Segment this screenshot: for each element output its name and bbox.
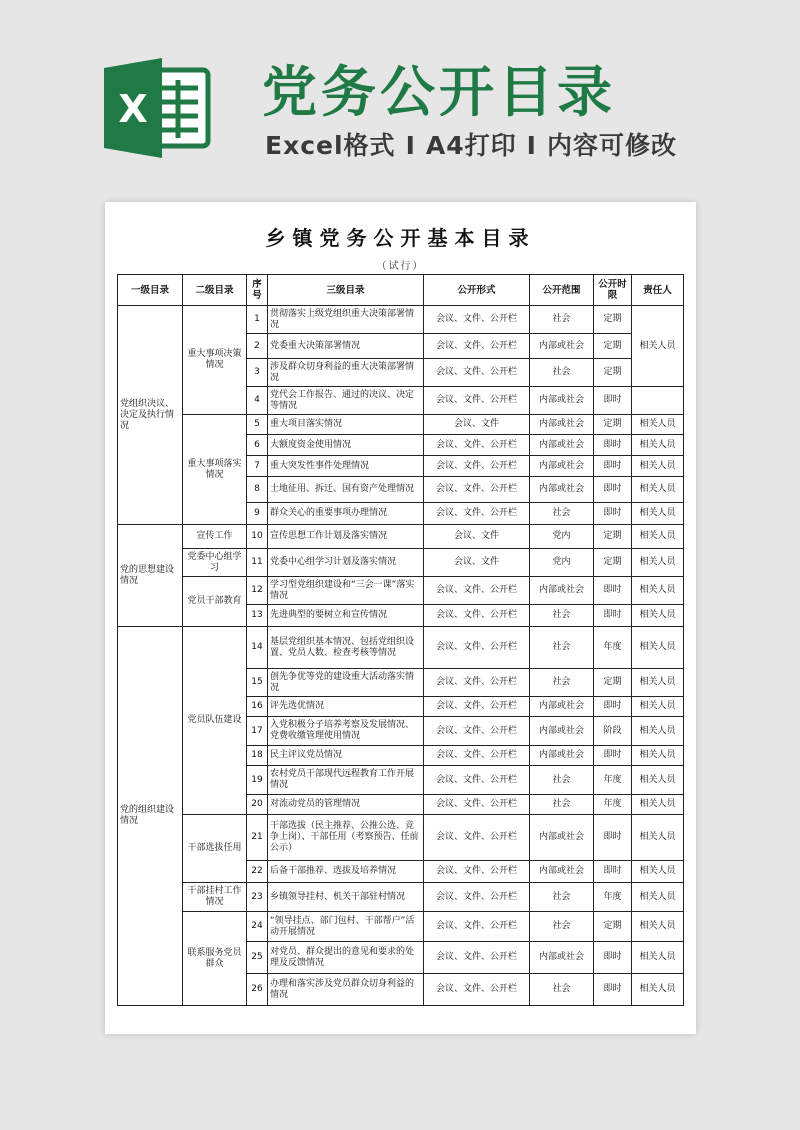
row-person: 相关人员 — [632, 669, 684, 697]
header-cell: 一级目录 — [118, 275, 183, 306]
level2-cell: 干部选拔任用 — [183, 815, 247, 883]
table-row — [118, 306, 684, 334]
banner-title: 党务公开目录 — [262, 60, 617, 124]
row-scope: 社会 — [530, 766, 594, 795]
row-item: 民主评议党员情况 — [268, 746, 424, 766]
row-item: 办理和落实涉及党员群众切身利益的情况 — [268, 974, 424, 1006]
row-person: 相关人员 — [632, 795, 684, 815]
excel-icon-letter: X — [118, 87, 148, 131]
row-time: 即时 — [594, 577, 632, 605]
row-scope: 党内 — [530, 525, 594, 549]
row-item: 群众关心的重要事项办理情况 — [268, 503, 424, 525]
banner — [0, 0, 800, 195]
table-row — [118, 549, 684, 577]
row-item: 重大项目落实情况 — [268, 415, 424, 435]
row-time: 即时 — [594, 477, 632, 503]
row-number: 25 — [247, 942, 268, 974]
row-item: 农村党员干部现代远程教育工作开展情况 — [268, 766, 424, 795]
row-form: 会议、文件、公开栏 — [424, 974, 530, 1006]
row-form: 会议、文件、公开栏 — [424, 795, 530, 815]
row-scope: 内部或社会 — [530, 415, 594, 435]
excel-icon — [100, 58, 212, 158]
row-scope: 内部或社会 — [530, 861, 594, 883]
row-scope: 内部或社会 — [530, 746, 594, 766]
row-number: 7 — [247, 456, 268, 477]
row-number: 10 — [247, 525, 268, 549]
row-person: 相关人员 — [632, 477, 684, 503]
row-form: 会议、文件、公开栏 — [424, 861, 530, 883]
row-form: 会议、文件、公开栏 — [424, 477, 530, 503]
row-time: 年度 — [594, 627, 632, 669]
header-cell: 二级目录 — [183, 275, 247, 306]
row-item: 对党员、群众提出的意见和要求的处理及反馈情况 — [268, 942, 424, 974]
row-item: 干部选拔（民主推荐、公推公选、竞争上岗）、干部任用（考察预告、任前公示） — [268, 815, 424, 861]
row-scope: 内部或社会 — [530, 717, 594, 746]
table-row — [118, 627, 684, 669]
row-person: 相关人员 — [632, 525, 684, 549]
header-cell: 公开时限 — [594, 275, 632, 306]
row-time: 即时 — [594, 605, 632, 627]
row-item: 重大突发性事件处理情况 — [268, 456, 424, 477]
row-form: 会议、文件 — [424, 549, 530, 577]
row-form: 会议、文件、公开栏 — [424, 387, 530, 415]
row-item: 党代会工作报告、通过的决议、决定等情况 — [268, 387, 424, 415]
row-person: 相关人员 — [632, 815, 684, 861]
row-time: 阶段 — [594, 717, 632, 746]
row-number: 5 — [247, 415, 268, 435]
header-cell: 三级目录 — [268, 275, 424, 306]
row-scope: 社会 — [530, 359, 594, 387]
row-scope: 内部或社会 — [530, 942, 594, 974]
row-scope: 社会 — [530, 669, 594, 697]
row-form: 会议、文件、公开栏 — [424, 334, 530, 359]
directory-table — [117, 274, 684, 1006]
document-title: 乡镇党务公开基本目录 — [265, 226, 536, 250]
row-number: 2 — [247, 334, 268, 359]
row-time: 定期 — [594, 359, 632, 387]
row-form: 会议、文件、公开栏 — [424, 435, 530, 456]
row-form: 会议、文件、公开栏 — [424, 746, 530, 766]
row-scope: 党内 — [530, 549, 594, 577]
row-item: 先进典型的要树立和宣传情况 — [268, 605, 424, 627]
header-cell: 公开范围 — [530, 275, 594, 306]
row-item: 贯彻落实上级党组织重大决策部署情况 — [268, 306, 424, 334]
row-number: 12 — [247, 577, 268, 605]
row-time: 即时 — [594, 861, 632, 883]
level2-cell: 宣传工作 — [183, 525, 247, 549]
row-time: 即时 — [594, 815, 632, 861]
row-time: 定期 — [594, 912, 632, 942]
row-time: 定期 — [594, 306, 632, 334]
row-number: 23 — [247, 883, 268, 912]
table-row — [118, 415, 684, 435]
row-person: 相关人员 — [632, 697, 684, 717]
row-person: 相关人员 — [632, 415, 684, 435]
row-scope: 社会 — [530, 503, 594, 525]
row-time: 定期 — [594, 334, 632, 359]
row-form: 会议、文件、公开栏 — [424, 359, 530, 387]
row-form: 会议、文件、公开栏 — [424, 883, 530, 912]
row-number: 11 — [247, 549, 268, 577]
row-number: 15 — [247, 669, 268, 697]
row-form: 会议、文件 — [424, 415, 530, 435]
row-time: 定期 — [594, 525, 632, 549]
row-time: 年度 — [594, 766, 632, 795]
row-time: 即时 — [594, 503, 632, 525]
header-cell: 序号 — [247, 275, 268, 306]
row-number: 14 — [247, 627, 268, 669]
row-time: 即时 — [594, 974, 632, 1006]
row-form: 会议、文件、公开栏 — [424, 503, 530, 525]
banner-subtitle — [265, 126, 677, 162]
row-scope: 社会 — [530, 912, 594, 942]
row-person: 相关人员 — [632, 746, 684, 766]
row-form: 会议、文件 — [424, 525, 530, 549]
row-form: 会议、文件、公开栏 — [424, 697, 530, 717]
subtitle-format: Excel格式 — [265, 131, 396, 160]
document-subtitle: （试行） — [376, 261, 425, 272]
row-item: 学习型党组织建设和“三会一课”落实情况 — [268, 577, 424, 605]
row-item: 土地征用、拆迁、国有资产处理情况 — [268, 477, 424, 503]
row-form: 会议、文件、公开栏 — [424, 912, 530, 942]
row-item: 大额度资金使用情况 — [268, 435, 424, 456]
row-number: 6 — [247, 435, 268, 456]
row-scope: 内部或社会 — [530, 334, 594, 359]
row-form: 会议、文件、公开栏 — [424, 577, 530, 605]
row-scope: 社会 — [530, 883, 594, 912]
row-item: 评先选优情况 — [268, 697, 424, 717]
row-scope: 内部或社会 — [530, 697, 594, 717]
header-cell: 责任人 — [632, 275, 684, 306]
row-scope: 内部或社会 — [530, 435, 594, 456]
row-person: 相关人员 — [632, 456, 684, 477]
row-form: 会议、文件、公开栏 — [424, 815, 530, 861]
row-item: 乡镇领导挂村、机关干部驻村情况 — [268, 883, 424, 912]
row-number: 4 — [247, 387, 268, 415]
row-form: 会议、文件、公开栏 — [424, 942, 530, 974]
row-time: 年度 — [594, 883, 632, 912]
level2-cell: 联系服务党员群众 — [183, 912, 247, 1006]
subtitle-separator: I — [526, 131, 537, 160]
row-time: 定期 — [594, 549, 632, 577]
row-item: 创先争优等党的建设重大活动落实情况 — [268, 669, 424, 697]
row-time: 定期 — [594, 415, 632, 435]
row-item: “领导挂点、部门包村、干部帮户”活动开展情况 — [268, 912, 424, 942]
header-cell: 公开形式 — [424, 275, 530, 306]
row-number: 24 — [247, 912, 268, 942]
row-number: 21 — [247, 815, 268, 861]
row-person: 相关人员 — [632, 912, 684, 942]
table-row — [118, 912, 684, 942]
row-person: 相关人员 — [632, 717, 684, 746]
row-scope: 内部或社会 — [530, 387, 594, 415]
row-number: 13 — [247, 605, 268, 627]
row-scope: 内部或社会 — [530, 477, 594, 503]
level2-cell: 重大事项落实情况 — [183, 415, 247, 525]
row-time: 即时 — [594, 942, 632, 974]
row-time: 即时 — [594, 697, 632, 717]
document-sheet — [105, 202, 696, 1034]
row-number: 26 — [247, 974, 268, 1006]
row-person — [632, 387, 684, 415]
subtitle-separator: I — [405, 131, 416, 160]
row-number: 3 — [247, 359, 268, 387]
row-item: 党委中心组学习计划及落实情况 — [268, 549, 424, 577]
row-scope: 内部或社会 — [530, 577, 594, 605]
subtitle-print: A4打印 — [425, 131, 517, 160]
table-row — [118, 883, 684, 912]
row-number: 1 — [247, 306, 268, 334]
row-number: 8 — [247, 477, 268, 503]
row-scope: 内部或社会 — [530, 456, 594, 477]
level2-cell: 重大事项决策情况 — [183, 306, 247, 415]
level2-cell: 党委中心组学习 — [183, 549, 247, 577]
table-row — [118, 525, 684, 549]
row-scope: 社会 — [530, 627, 594, 669]
row-number: 18 — [247, 746, 268, 766]
row-person: 相关人员 — [632, 435, 684, 456]
row-person: 相关人员 — [632, 306, 684, 387]
row-number: 19 — [247, 766, 268, 795]
row-time: 即时 — [594, 387, 632, 415]
row-item: 涉及群众切身利益的重大决策部署情况 — [268, 359, 424, 387]
row-form: 会议、文件、公开栏 — [424, 669, 530, 697]
row-person: 相关人员 — [632, 861, 684, 883]
row-time: 年度 — [594, 795, 632, 815]
row-form: 会议、文件、公开栏 — [424, 306, 530, 334]
row-number: 22 — [247, 861, 268, 883]
row-person: 相关人员 — [632, 883, 684, 912]
row-person: 相关人员 — [632, 605, 684, 627]
row-person: 相关人员 — [632, 549, 684, 577]
level2-cell: 党员队伍建设 — [183, 627, 247, 815]
row-item: 基层党组织基本情况、包括党组织设置、党员人数、检查考核等情况 — [268, 627, 424, 669]
row-time: 定期 — [594, 669, 632, 697]
row-number: 20 — [247, 795, 268, 815]
row-scope: 内部或社会 — [530, 815, 594, 861]
row-person: 相关人员 — [632, 766, 684, 795]
table-row — [118, 577, 684, 605]
row-item: 对流动党员的管理情况 — [268, 795, 424, 815]
row-form: 会议、文件、公开栏 — [424, 717, 530, 746]
level2-cell: 干部挂村工作情况 — [183, 883, 247, 912]
subtitle-editable: 内容可修改 — [546, 131, 677, 160]
row-item: 党委重大决策部署情况 — [268, 334, 424, 359]
row-person: 相关人员 — [632, 974, 684, 1006]
row-form: 会议、文件、公开栏 — [424, 605, 530, 627]
level2-cell: 党员干部教育 — [183, 577, 247, 627]
table-header-row — [118, 275, 684, 306]
row-person: 相关人员 — [632, 942, 684, 974]
row-time: 即时 — [594, 746, 632, 766]
row-form: 会议、文件、公开栏 — [424, 456, 530, 477]
row-person: 相关人员 — [632, 577, 684, 605]
row-person: 相关人员 — [632, 627, 684, 669]
row-number: 9 — [247, 503, 268, 525]
level1-cell: 党的思想建设情况 — [118, 525, 183, 627]
row-scope: 社会 — [530, 974, 594, 1006]
row-form: 会议、文件、公开栏 — [424, 627, 530, 669]
row-number: 16 — [247, 697, 268, 717]
row-scope: 社会 — [530, 795, 594, 815]
row-scope: 社会 — [530, 306, 594, 334]
row-form: 会议、文件、公开栏 — [424, 766, 530, 795]
level1-cell: 党的组织建设情况 — [118, 627, 183, 1006]
row-scope: 社会 — [530, 605, 594, 627]
row-item: 宣传思想工作计划及落实情况 — [268, 525, 424, 549]
row-item: 后备干部推荐、选拔及培养情况 — [268, 861, 424, 883]
row-time: 即时 — [594, 456, 632, 477]
row-person: 相关人员 — [632, 503, 684, 525]
row-time: 即时 — [594, 435, 632, 456]
row-number: 17 — [247, 717, 268, 746]
level1-cell: 党组织决议、决定及执行情况 — [118, 306, 183, 525]
row-item: 入党积极分子培养考察及发展情况、党费收缴管理使用情况 — [268, 717, 424, 746]
table-row — [118, 815, 684, 861]
